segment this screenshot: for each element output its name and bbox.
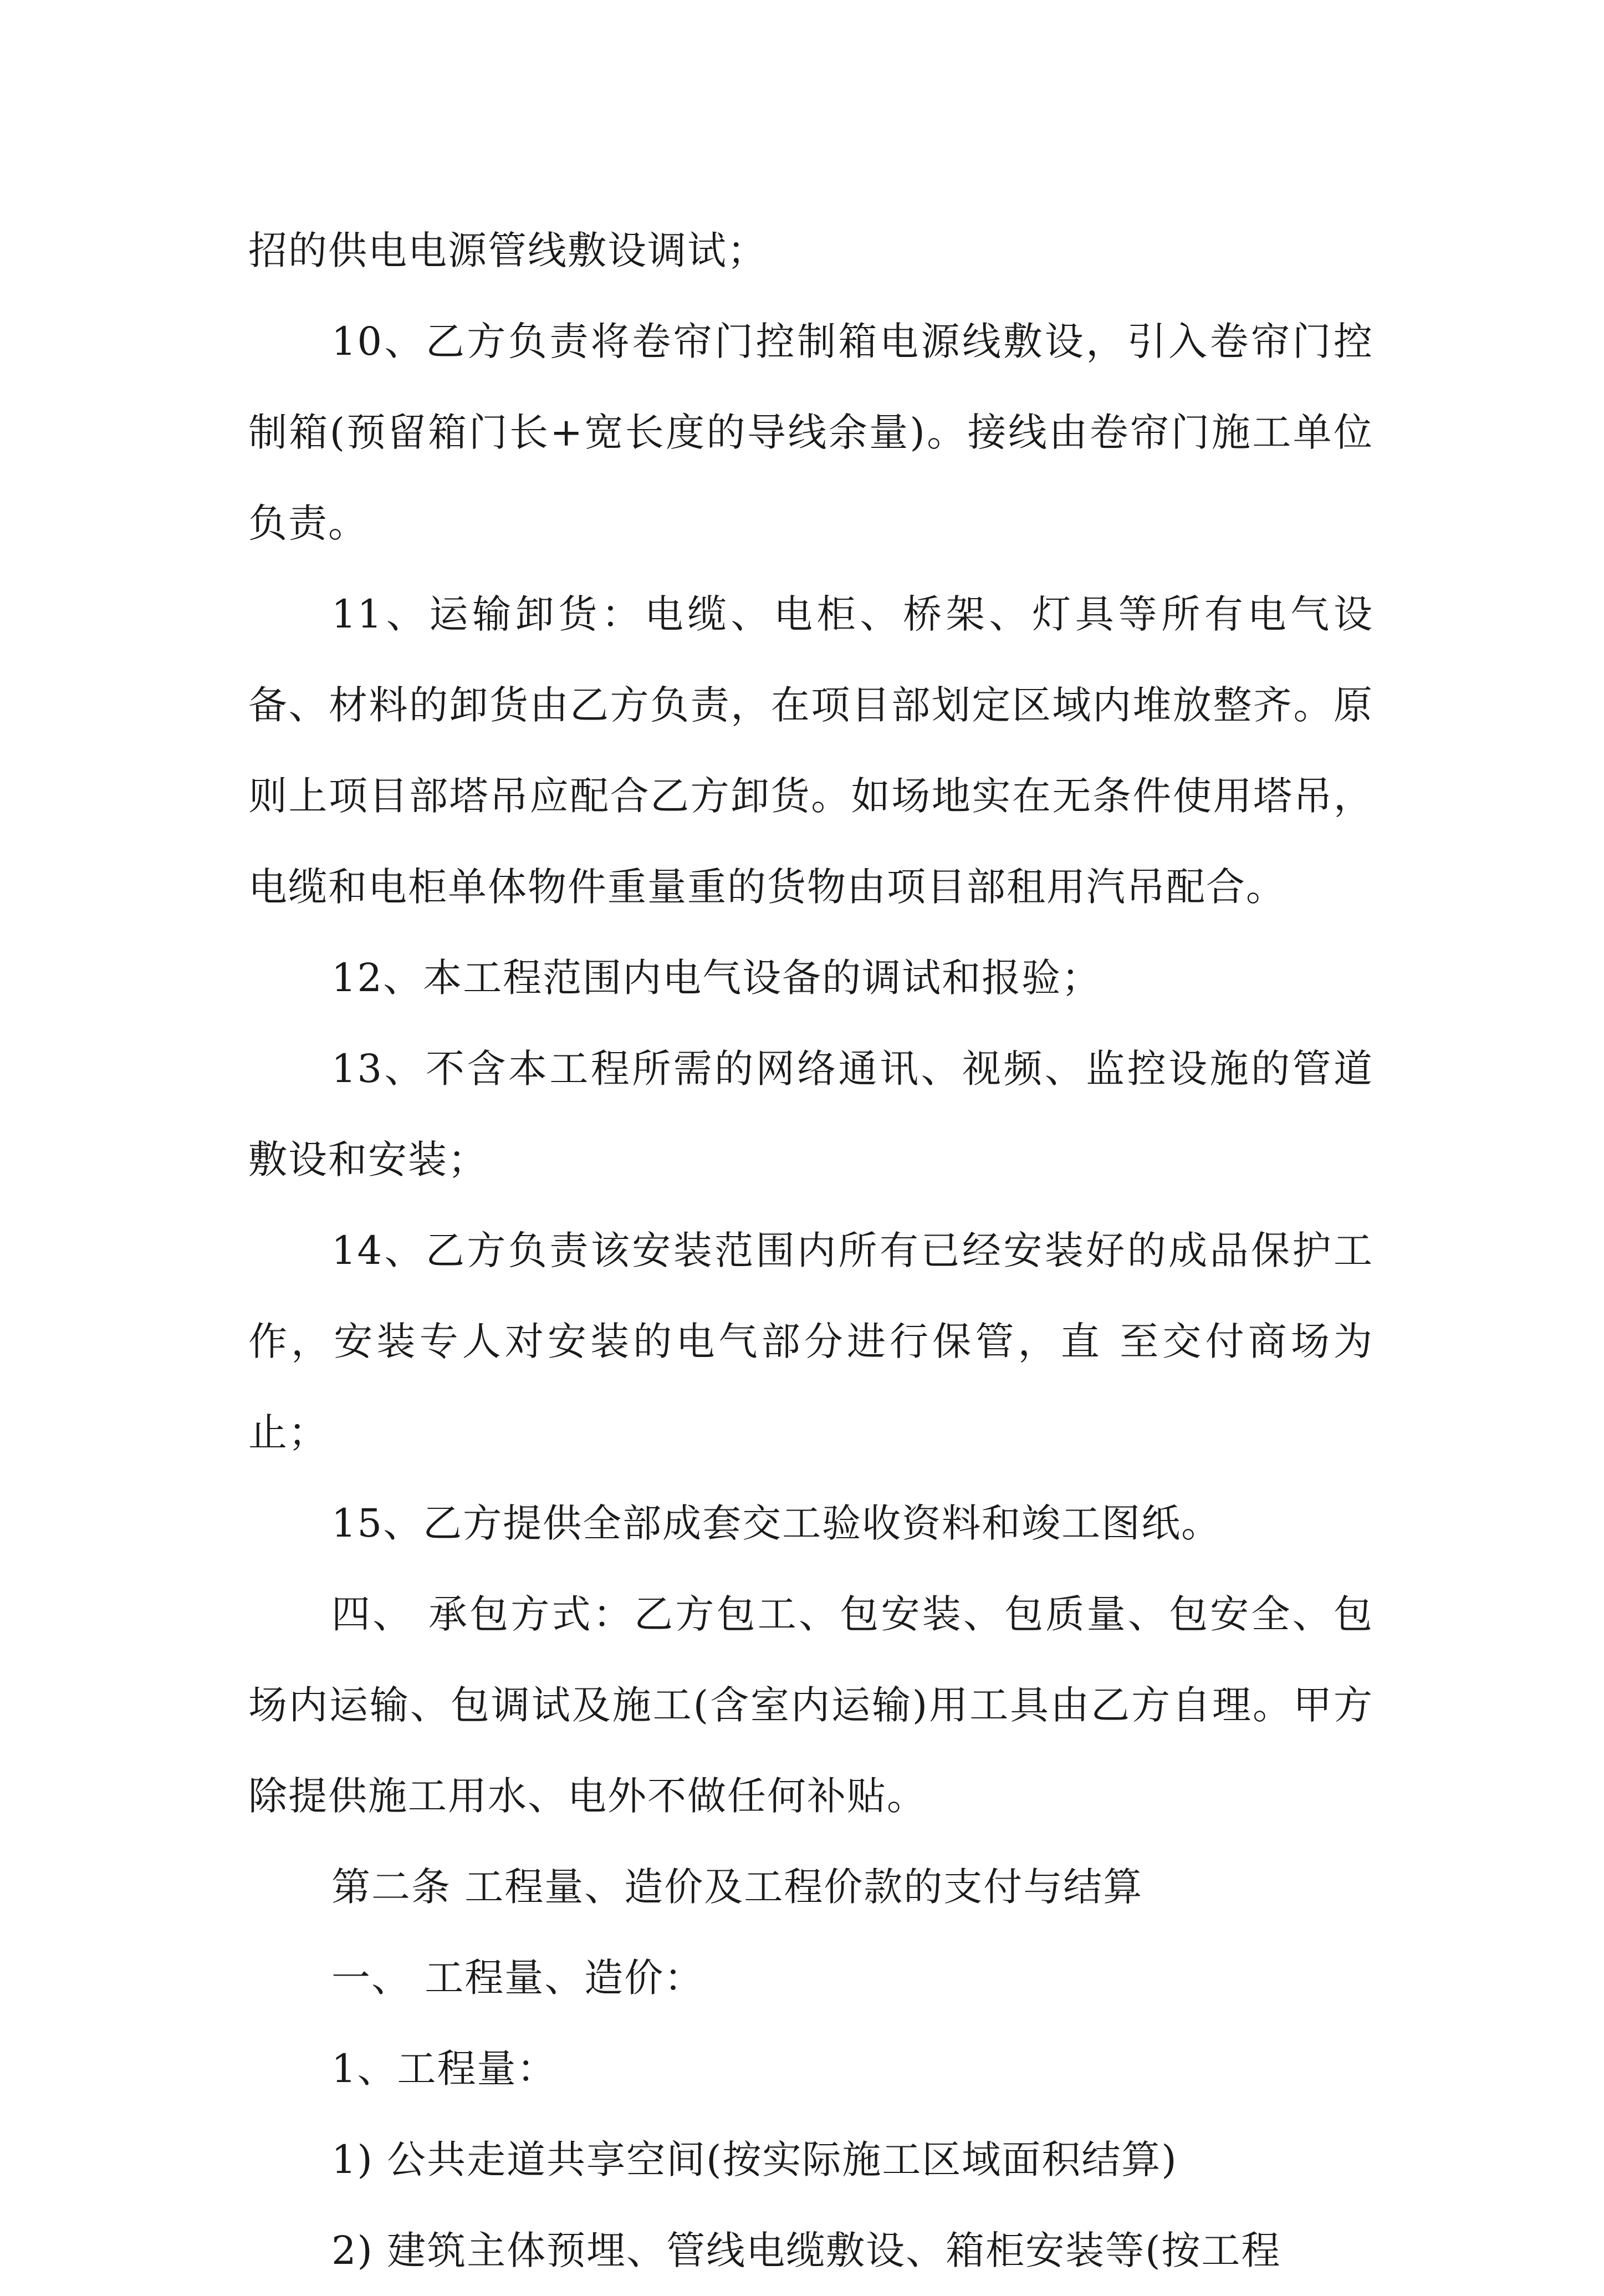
list-item-2: 2) 建筑主体预埋、管线电缆敷设、箱柜安装等(按工程 [331,2228,1281,2273]
paragraph-contract-method: 四、 承包方式：乙方包工、包安装、包质量、包安全、包场内运输、包调试及施工(含室内运输)用工具由乙方自理。甲方除提供施工用水、电外不做任何补贴。 [248,1591,1373,1819]
document-body [248,205,1373,2296]
list-item-1: 1) 公共走道共享空间(按实际施工区域面积结算) [331,2137,1178,2182]
section-heading-article-2: 第二条 工程量、造价及工程价款的支付与结算 [331,1864,1143,1910]
paragraph-item-15: 15、乙方提供全部成套交工验收资料和竣工图纸。 [331,1501,1222,1546]
paragraph-item-12: 12、本工程范围内电气设备的调试和报验； [331,955,1102,1001]
paragraph-item-13: 13、不含本工程所需的网络通讯、视频、监控设施的管道敷设和安装； [248,1046,1373,1182]
paragraph-item-11: 11、运输卸货：电缆、电柜、桥架、灯具等所有电气设备、材料的卸货由乙方负责，在项目部划定区域内堆放整齐。原则上项目部塔吊应配合乙方卸货。如场地实在无条件使用塔吊，电缆和电柜单体物件重量重的货物由项目部租用汽吊配合。 [248,591,1373,910]
subsection-heading-quantity-cost: 一、 工程量、造价： [331,1955,704,2001]
paragraph-item-10: 10、乙方负责将卷帘门控制箱电源线敷设，引入卷帘门控制箱(预留箱门长+宽长度的导线余量)。接线由卷帘门施工单位负责。 [248,319,1373,546]
paragraph-continuation: 招的供电电源管线敷设调试； [248,228,767,273]
paragraph-item-14: 14、乙方负责该安装范围内所有已经安装好的成品保护工作，安装专人对安装的电气部分进行保管，直 至交付商场为止； [248,1228,1373,1455]
list-heading-quantity: 1、工程量： [331,2046,557,2091]
